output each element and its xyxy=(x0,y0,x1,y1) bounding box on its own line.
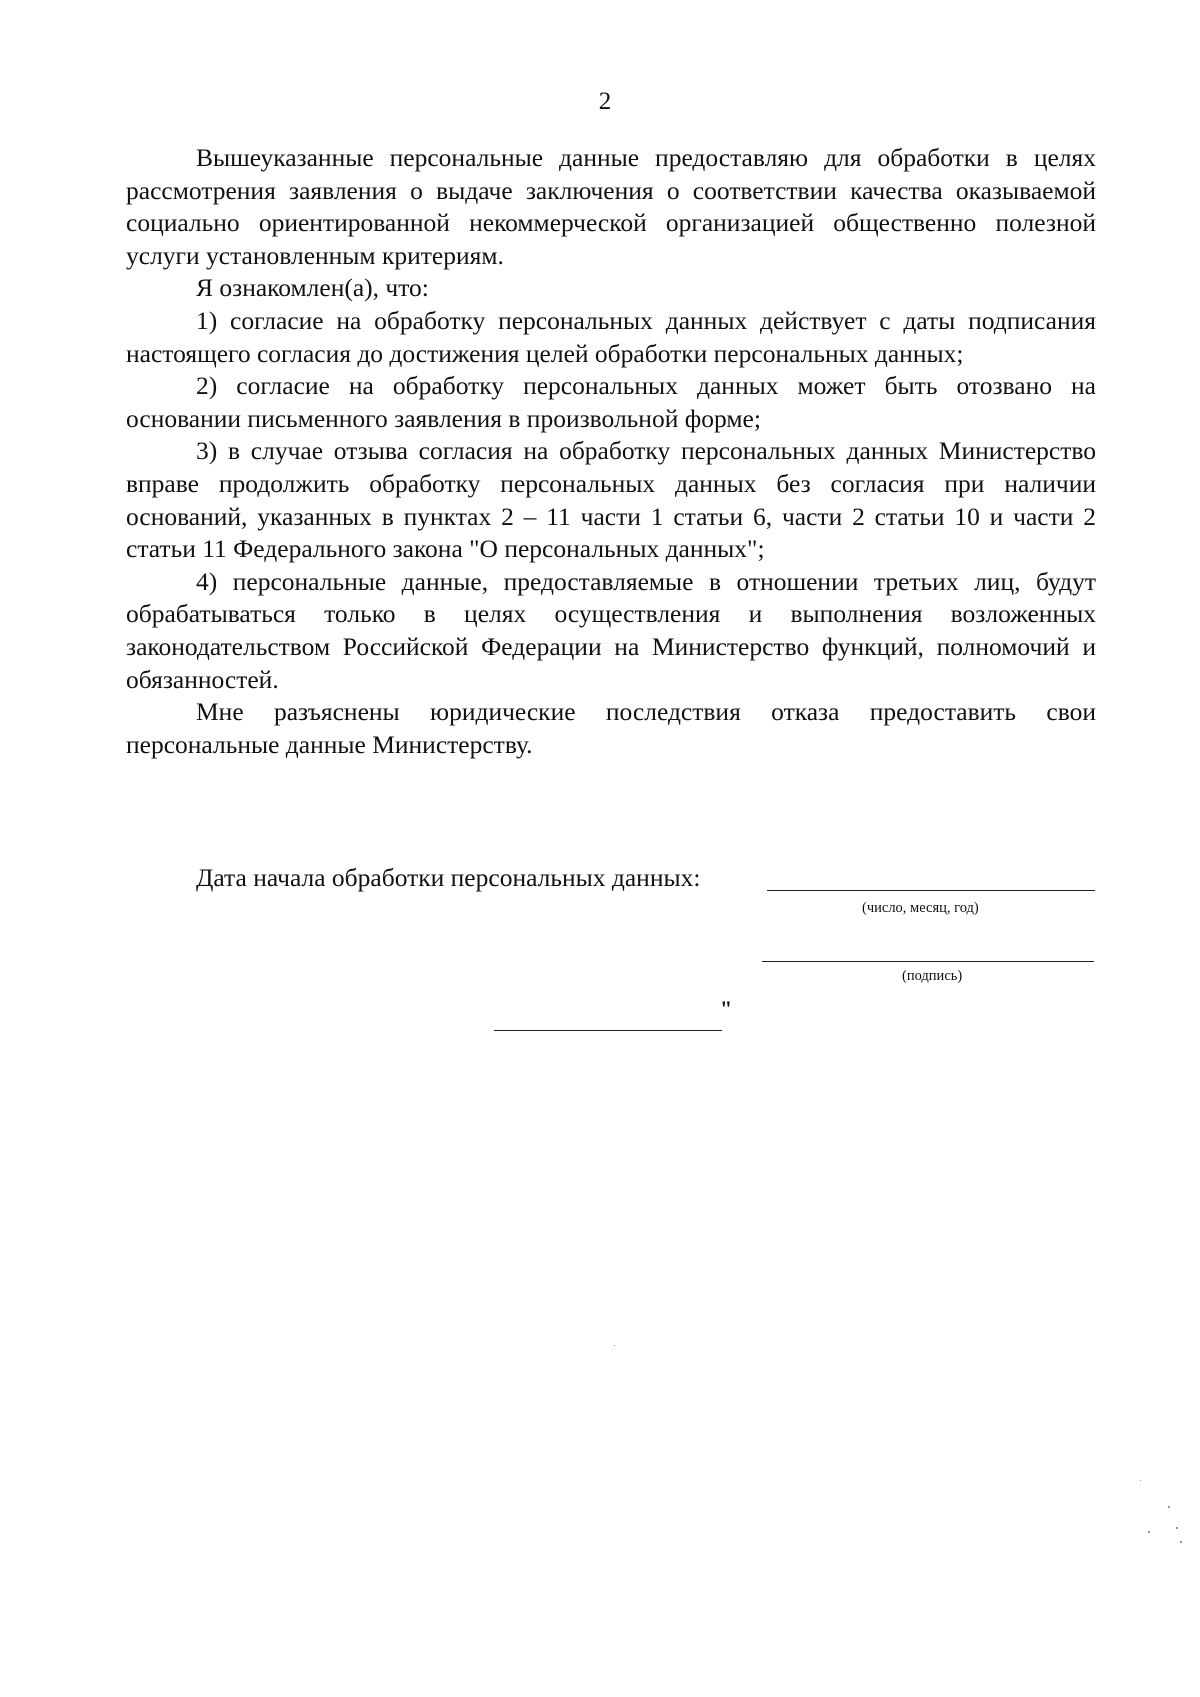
scan-speck xyxy=(1180,1541,1182,1543)
scan-speck xyxy=(1140,1480,1141,1481)
signature-caption: (подпись) xyxy=(902,968,963,984)
quote-mark: " xyxy=(720,996,733,1021)
paragraph-item-4: 4) персональные данные, предоставляемые в отношении третьих лиц, будут обрабатываться только в целях осуществления и выполнения возложенных законодательством Российской Федерации на Министерство функций, полномочий и обязанностей. xyxy=(126,566,1096,694)
scan-speck xyxy=(614,1345,615,1346)
paragraph-consequences: Мне разъяснены юридические последствия отказа предоставить свои персональные данные Министерству. xyxy=(126,697,1096,759)
signature-block xyxy=(126,862,1096,1062)
paragraph-acknowledgement: Я ознакомлен(а), что: xyxy=(196,273,429,303)
short-blank-line xyxy=(494,1030,722,1031)
scan-speck xyxy=(1168,1506,1170,1508)
scan-speck xyxy=(1148,1531,1150,1533)
page-number: 2 xyxy=(598,88,612,115)
signature-blank-line xyxy=(762,961,1094,962)
date-blank-line xyxy=(767,890,1095,891)
scan-speck xyxy=(1176,1527,1178,1529)
date-label: Дата начала обработки персональных данных: xyxy=(196,863,701,892)
paragraph-item-2: 2) согласие на обработку персональных данных может быть отозвано на основании письменного заявления в произвольной форме; xyxy=(126,371,1096,433)
paragraph-item-1: 1) согласие на обработку персональных данных действует с даты подписания настоящего согласия до достижения целей обработки персональных данных; xyxy=(126,305,1096,368)
consent-body xyxy=(126,142,1096,761)
paragraph-item-3: 3) в случае отзыва согласия на обработку персональных данных Министерство вправе продолжить обработку персональных данных без согласия при наличии оснований, указанных в пунктах 2 – 11 части 1 статьи 6, части 2 статьи 10 и части 2 статьи 11 Федерального закона "О персональных данных"; xyxy=(126,436,1096,564)
paragraph-purpose: Вышеуказанные персональные данные предоставляю для обработки в целях рассмотрения заявления о выдаче заключения о соответствии качества оказываемой социально ориентированной некоммерческой организацией общественно полезной услуги установленным критериям. xyxy=(126,143,1096,270)
date-caption: (число, месяц, год) xyxy=(862,900,979,916)
